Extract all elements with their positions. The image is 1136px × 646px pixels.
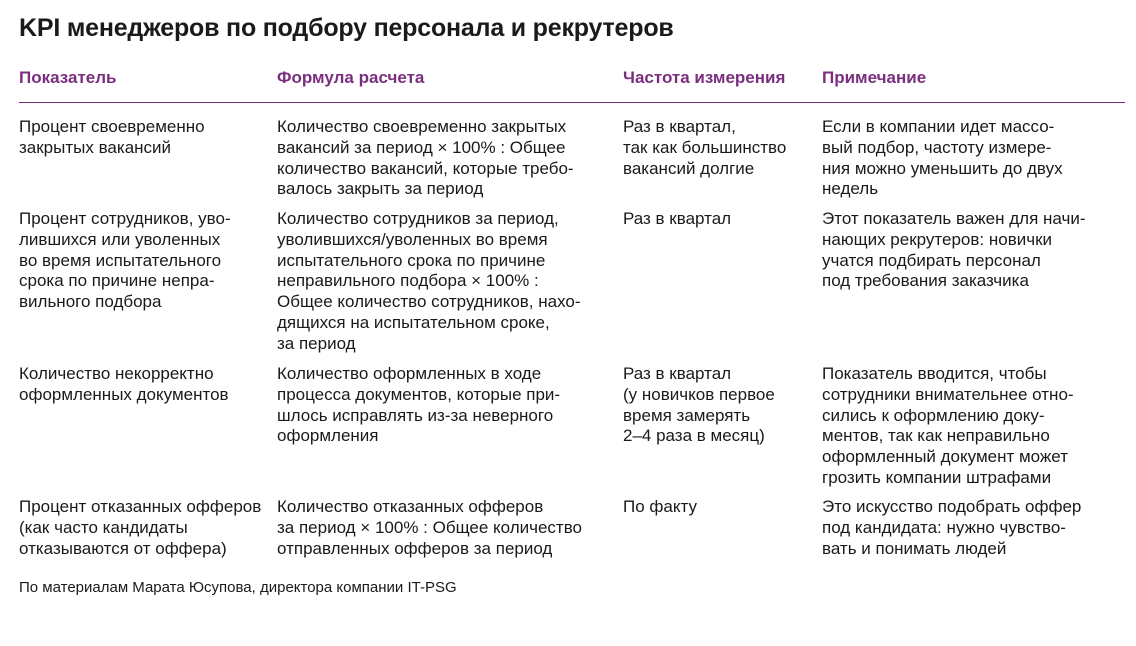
cell-formula: Количество своевременно закрытых вакансий за период × 100% : Общее количество вакансий, которые требо- валось закрыть за период [277,117,574,199]
column-header-formula: Формула расчета [277,68,425,87]
cell-frequency: Раз в квартал, так как большинство вакансий долгие [623,117,787,178]
cell-note: Этот показатель важен для начи- нающих рекрутеров: новички учатся подбирать персонал под требования заказчика [822,209,1086,291]
cell-formula: Количество отказанных офферов за период × 100% : Общее количество отправленных офферов за период [277,497,583,558]
cell-frequency: Раз в квартал [623,209,732,228]
cell-formula: Количество оформленных в ходе процесса документов, которые при- шлось исправлять из-за неверного оформления [277,364,561,446]
table-header [19,68,1125,103]
cell-indicator: Процент отказанных офферов (как часто кандидаты отказываются от оффера) [19,497,262,558]
column-header-indicator: Показатель [19,68,117,87]
source-footnote: По материалам Марата Юсупова, директора компании IT-PSG [19,579,457,596]
cell-frequency: По факту [623,497,697,516]
cell-formula: Количество сотрудников за период, уволившихся/уволенных во время испытательного срока по причине неправильного подбора × 100% : Общее количество сотрудников, нахо- дящихся на испытательном сроке, за период [277,209,581,353]
column-header-frequency: Частота измерения [623,68,786,87]
cell-indicator: Процент своевременно закрытых вакансий [19,117,205,157]
cell-note: Это искусство подобрать оффер под кандидата: нужно чувство- вать и понимать людей [822,497,1082,558]
cell-indicator: Процент сотрудников, уво- лившихся или уволенных во время испытательного срока по причине непра- вильного подбора [19,209,231,312]
column-header-note: Примечание [822,68,927,87]
cell-note: Показатель вводится, чтобы сотрудники внимательнее отно- сились к оформлению доку- ментов, так как неправильно оформленный документ может грозить компании штрафами [822,364,1074,487]
page-title: KPI менеджеров по подбору персонала и рекрутеров [19,14,674,42]
cell-note: Если в компании идет массо- вый подбор, частоту измере- ния можно уменьшить до двух недель [822,117,1063,199]
cell-indicator: Количество некорректно оформленных документов [19,364,229,404]
cell-frequency: Раз в квартал (у новичков первое время замерять 2–4 раза в месяц) [623,364,775,446]
